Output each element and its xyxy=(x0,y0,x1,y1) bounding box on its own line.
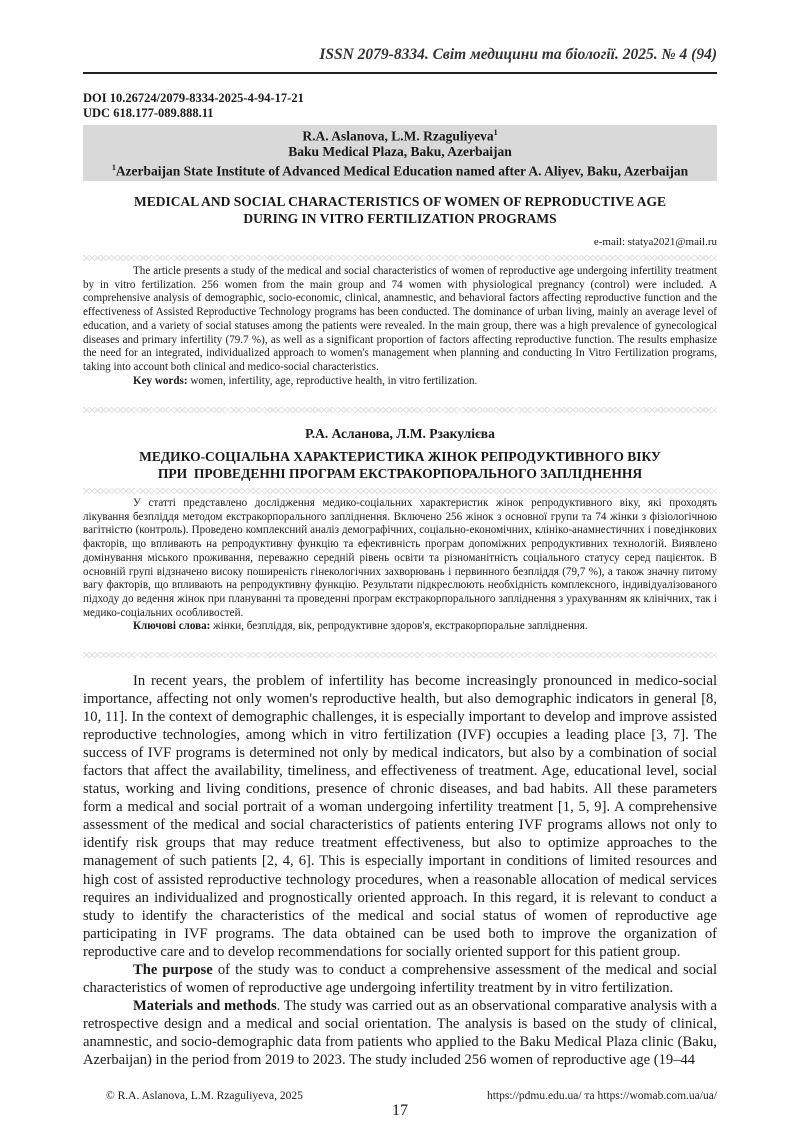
authors-en: R.A. Aslanova, L.M. Rzaguliyeva$^1$ xyxy=(302,128,498,144)
abstract-en: The article presents a study of the medical and social characteristics of women of reproductive age undergoing infertility treatment by in vitro fertilization. 256 women from the main group and 74 women with physiological pregnancy (control) were included. A comprehensive analysis of demographic, socio-economic, clinical, anamnestic, and behavioral factors affecting reproductive function and the effectiveness of Assisted Reproductive Technology programs has been conducted. The dominance of urban living, mainly an average level of education, and a variety of social statuses among the patients were revealed. In the main group, there was a high prevalence of gynecological diseases and primary infertility (79.7 %), as well as a significant proportion of factors affecting reproductive function. The results emphasize the need for an integrated, individualized approach to women's management when planning and conducting In Vitro Fertilization programs, taking into account both clinical and medico-social characteristics. Key words: women, infertility, age, reproductive health, in vitro fertilization. xyxy=(83,265,717,387)
footer-links[interactable]: https://pdmu.edu.ua/ та https://womab.com.ua/ua/ xyxy=(486,1090,717,1102)
article-identifiers xyxy=(83,91,717,121)
affiliation-box xyxy=(83,125,717,181)
affiliation-1: Baku Medical Plaza, Baku, Azerbaijan xyxy=(288,144,512,159)
header-rule xyxy=(83,72,717,74)
intro-paragraph: In recent years, the problem of infertility has become increasingly pronounced in medico-social importance, affecting not only women's reproductive health, but also demographic indicators in general [8, 10, 11]. In the context of demographic challenges, it is especially important to develop and improve assisted reproductive technologies, among which in vitro fertilization (IVF) occupies a leading place [3, 7]. The success of IVF programs is determined not only by medical indicators, but also by a combination of social factors that affect the availability, timeliness, and effectiveness of treatment. Age, educational level, social status, working and living conditions, presence of chronic diseases, and bad habits. All these parameters form a medical and social portrait of a woman undergoing infertility treatment [1, 5, 9]. A comprehensive assessment of the medical and social characteristics of patients entering IVF programs allows not only to identify risk groups that may reduce treatment effectiveness, but also to optimize approaches to the management of such patients [2, 4, 6]. This is especially important in conditions of limited resources and high cost of assisted reproductive technology procedures, when a reasonable allocation of medical services requires an individualized and prognostically oriented approach. In this regard, it is relevant to conduct a study to identify the characteristics of the medical and social status of women of reproductive age participating in IVF programs. The data obtained can be used both to improve the organization of reproductive care and to develop recommendations for socially oriented support for this patient group. xyxy=(83,673,717,960)
methods-paragraph: Materials and methods. The study was carried out as an observational comparative analysis with a retrospective design and a medical and social orientation. The analysis is based on the study of clinical, anamnestic, and socio-demographic data from patients who applied to the Baku Medical Plaza clinic (Baku, Azerbaijan) in the period from 2019 to 2023. The study included 256 women of reproductive age (19–44 xyxy=(83,997,717,1068)
journal-header: ISSN 2079-8334. Світ медицини та біології. 2025. № 4 (94) xyxy=(319,46,717,63)
page-number: 17 xyxy=(392,1102,408,1119)
keywords-ua: Ключові слова: жінки, безпліддя, вік, репродуктивне здоров'я, екстракорпоральне запліднення. xyxy=(133,620,588,633)
separator xyxy=(83,407,717,413)
separator xyxy=(83,255,717,261)
doi: DOI 10.26724/2079-8334-2025-4-94-17-21 xyxy=(83,91,304,105)
udc: UDC 618.177-089.888.11 xyxy=(83,106,214,120)
article-title-en: MEDICAL AND SOCIAL CHARACTERISTICS OF WOMEN OF REPRODUCTIVE AGE DURING IN VITRO FERTILIZATION PROGRAMS xyxy=(133,194,667,226)
separator xyxy=(83,652,717,658)
purpose-paragraph: The purpose of the study was to conduct a comprehensive assessment of the medical and social characteristics of women of reproductive age undergoing infertility treatment by in vitro fertilization. xyxy=(83,961,717,996)
article-body xyxy=(83,672,717,1069)
affiliation-2: $^1$Azerbaijan State Institute of Advanced Medical Education named after A. Aliyev, Baku, Azerbaijan xyxy=(111,162,689,178)
contact-email: e-mail: statya2021@mail.ru xyxy=(593,236,717,248)
authors-ua: Р.А. Асланова, Л.М. Рзакулієва xyxy=(305,426,495,441)
keywords-en: Key words: women, infertility, age, reproductive health, in vitro fertilization. xyxy=(133,374,478,387)
article-title-ua: МЕДИКО-СОЦІАЛЬНА ХАРАКТЕРИСТИКА ЖІНОК РЕПРОДУКТИВНОГО ВІКУ ПРИ ПРОВЕДЕННІ ПРОГРАМ ЕКСТРАКОРПОРАЛЬНОГО ЗАПЛІДНЕННЯ xyxy=(139,449,661,481)
copyright: © R.A. Aslanova, L.M. Rzaguliyeva, 2025 xyxy=(106,1090,303,1102)
separator xyxy=(83,488,717,494)
abstract-ua: У статті представлено дослідження медико-соціальних характеристик жінок репродуктивного віку, які проходять лікування безпліддя методом екстракорпорального запліднення. Включено 256 жінок з основної групи та 74 жінки з фізіологічною вагітністю (контроль). Проведено комплексний аналіз демографічних, соціально-економічних, клініко-анамнестичних і поведінкових факторів, що впливають на репродуктивну функцію та ефективність програм допоміжних репродуктивних технологій. Виявлено домінування міського проживання, переважно середній рівень освіти та різноманітність соціального статусу серед пацієнток. В основній групі відзначено високу поширеність гінекологічних захворювань і первинного безпліддя (79,7 %), а також значну питому вагу факторів, що впливають на репродуктивну функцію. Результати підкреслюють необхідність комплексного, індивідуалізованого підходу до ведення жінок при плануванні та проведенні програм екстракорпорального запліднення з урахуванням як клінічних, так і медико-соціальних особливостей. Ключові слова: жінки, безпліддя, вік, репродуктивне здоров'я, екстракорпоральне запліднення. xyxy=(83,497,717,633)
